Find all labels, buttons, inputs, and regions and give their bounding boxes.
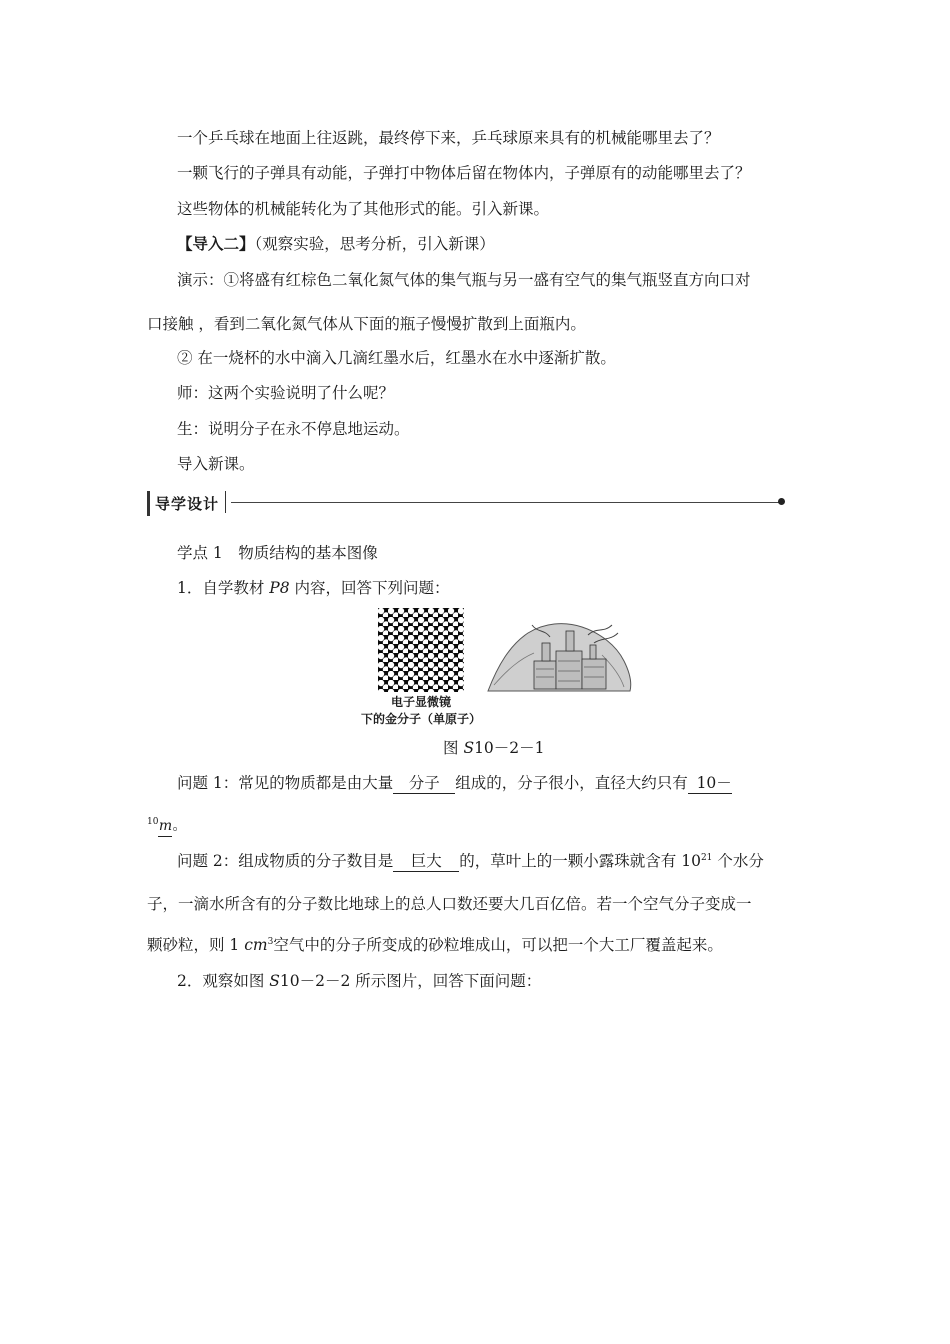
- figure-caption-pre: 图: [443, 739, 464, 757]
- intro-two-heading: 【导入二】: [177, 235, 255, 253]
- question-2-line2: 子，一滴水所含有的分子数比地球上的总人口数还要大几百亿倍。若一个空气分子变成一: [147, 895, 752, 913]
- q2-unit-exponent: 3: [267, 937, 274, 947]
- paragraph-demo-two: ② 在一烧杯的水中滴入几滴红墨水后，红墨水在水中逐渐扩散。: [177, 349, 616, 367]
- figure-caption-s: S: [463, 739, 475, 757]
- question-2-line3: [147, 935, 723, 955]
- q1-answer: [688, 773, 732, 794]
- section-title: 导学设计: [147, 491, 225, 516]
- question-2: [177, 851, 764, 872]
- q2-line3-post: 空气中的分子所变成的砂粒堆成山，可以把一个大工厂覆盖起来。: [273, 936, 723, 954]
- gold-molecules-microscope-image: [378, 608, 464, 692]
- item2-post: 10－2－2 所示图片，回答下面问题：: [279, 972, 542, 990]
- sand-pile-factory-illustration: [484, 615, 634, 693]
- q1-answer-sign: －: [716, 774, 732, 792]
- question-1-cont: [147, 812, 186, 837]
- section-divider-bar: [225, 491, 226, 513]
- section-end-dot: [778, 498, 785, 505]
- paragraph-pingpong: 一个乒乓球在地面上往返跳，最终停下来，乒乓球原来具有的机械能哪里去了？: [177, 129, 720, 147]
- paragraph-bullet: 一颗飞行的子弹具有动能，子弹打中物体后留在物体内，子弹原有的动能哪里去了？: [177, 164, 751, 182]
- q2-post: 个水分: [712, 852, 764, 870]
- study-point-1: 学点 1 物质结构的基本图像: [177, 544, 378, 562]
- section-header: [147, 491, 787, 515]
- figure-caption-post: 10－2－1: [474, 739, 545, 757]
- q1-pre: 问题 1：常见的物质都是由大量: [177, 774, 394, 792]
- item1-pre: 1．自学教材: [177, 579, 270, 597]
- figure-label-line2: 下的金分子（单原子）: [360, 712, 481, 726]
- item1-page: P8: [269, 579, 290, 597]
- q2-unit: cm: [244, 936, 268, 954]
- section-rule: [231, 502, 779, 503]
- q2-pre: 问题 2：组成物质的分子数目是: [177, 852, 394, 870]
- paragraph-conversion: 这些物体的机械能转化为了其他形式的能。引入新课。: [177, 200, 550, 218]
- intro-two-note: （观察实验，思考分析，引入新课）: [254, 235, 495, 253]
- q2-blank-answer: 巨大: [393, 851, 459, 872]
- q2-line3-pre: 颗砂粒，则 1: [147, 936, 245, 954]
- q2-exponent: 21: [700, 853, 713, 863]
- paragraph-student: 生：说明分子在永不停息地运动。: [177, 420, 410, 438]
- question-1: [177, 773, 732, 794]
- q1-end: 。: [172, 818, 187, 834]
- figure-label-line1: 电子显微镜: [390, 695, 451, 709]
- item2-s: S: [269, 972, 280, 990]
- paragraph-demo: 演示：①将盛有红棕色二氧化氮气体的集气瓶与另一盛有空气的集气瓶竖直方向口对: [177, 271, 751, 289]
- paragraph-lead-in: 导入新课。: [177, 455, 255, 473]
- paragraph-demo-cont: 口接触 ，看到二氧化氮气体从下面的瓶子慢慢扩散到上面瓶内。: [147, 315, 586, 333]
- item1-post: 内容，回答下列问题：: [289, 579, 450, 597]
- q1-unit: m: [158, 818, 173, 834]
- q2-mid: 的，草叶上的一颗小露珠就含有 10: [459, 852, 701, 870]
- study-item-1: [177, 578, 450, 598]
- paragraph-intro-two: [177, 234, 495, 254]
- paragraph-teacher: 师：这两个实验说明了什么呢？: [177, 384, 395, 402]
- q1-mid: 组成的，分子很小，直径大约只有: [455, 774, 688, 792]
- item2-pre: 2．观察如图: [177, 972, 270, 990]
- study-item-2: [177, 971, 541, 991]
- q1-exponent: 10: [147, 817, 159, 827]
- q1-answer-base: 10: [696, 774, 717, 792]
- figure-caption: [443, 738, 545, 758]
- q1-blank-answer: 分子: [393, 773, 455, 794]
- q1-unit-blank: [158, 816, 172, 837]
